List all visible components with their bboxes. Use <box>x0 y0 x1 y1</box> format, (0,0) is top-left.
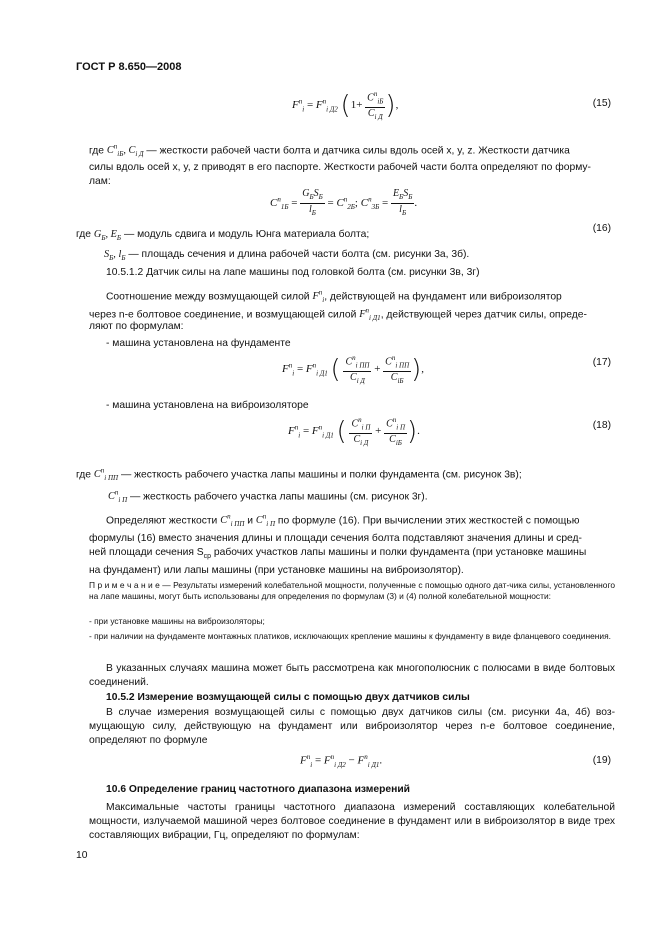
equation-17: $F^n_i = F^n_{i Д1}$ ( $\frac{C^n_{i ПП}}{C_{i Д}}$ + $\frac{C^n_{i ПП}}{C_{iБ}}$ ), <box>282 354 425 386</box>
legend-g-e: где $G_Б$, $E_Б$ — модуль сдвига и модуль Юнга материала болта; <box>76 229 370 243</box>
paragraph-frequency-range: Максимальные частоты границы частотного диапазона измерений составляющих колебательной мощности, излучаемой машиной через болтовое соединение в фундамент или в виброизолятор в виде трех составляющих вибрации, Гц, определяют по формулам: <box>89 802 615 841</box>
legend-c-ipp: где $C^n_{i ПП}$ — жесткость рабочего участка лапы машины и полки фундамента (см. рисунок 3в); <box>76 467 522 483</box>
page-number: 10 <box>76 850 88 861</box>
paragraph-determine-stiffness: Определяют жесткости $C^n_{i ПП}$ и $C^n_{i П}$ по формуле (16). При вычислении этих жесткостей с помощью <box>106 513 580 529</box>
note-bullet-2: - при наличии на фундаменте монтажных платиков, исключающих крепление машины к фундаменту в виде фланцевого соединения. <box>89 631 611 641</box>
legend-c-ip: $C^n_{i П}$ — жесткость рабочего участка лапы машины (см. рисунок 3г). <box>108 489 428 505</box>
equation-19: $F^n_i = F^n_{i Д2} - F^n_{i Д1}$. <box>300 753 383 769</box>
equation-number-18: (18) <box>592 420 611 431</box>
note-block: П р и м е ч а н и е — Результаты измерений колебательной мощности, полученные с помощью одного дат-чика силы, установленного на лапе машины, могут быть использованы для определения по формулам (3) и (4) полной колебательной мощности: <box>89 580 615 601</box>
legend-s-l: $S_Б$, $l_Б$ — площадь сечения и длина рабочей части болта (см. рисунки 3а, 3б). <box>104 249 470 263</box>
section-10-5-2: 10.5.2 Измерение возмущающей силы с помощью двух датчиков силы <box>106 692 470 703</box>
case-vibroisolator: - машина установлена на виброизоляторе <box>106 400 309 411</box>
equation-18: $F^n_i = F^n_{i Д1}$ ( $\frac{C^n_{i П}}{C_{i Д}}$ + $\frac{C^n_{i П}}{C_{iБ}}$ ). <box>288 416 420 448</box>
equation-number-19: (19) <box>592 755 611 766</box>
paragraph-determine-stiffness-2: формулы (16) вместо значения длины и площади сечения болта подставляют значения длины и сред- ней площади сечения $S_{ср}$ рабочих участков лапы машины и полки фундамента (при установке машины на фундамент) или лапы машины (при установке машины на виброизолятор). <box>89 533 587 577</box>
equation-15: $F^n_i = F^n_{i Д2}$ (1+ $\frac{C^n_{iБ}}{C_{i Д}}$ ), <box>292 90 399 122</box>
equation-number-15: (15) <box>592 98 611 109</box>
paragraph-two-sensors: В случае измерения возмущающей силы с помощью двух датчиков силы (см. рисунки 4а, 4б) воз-мущающую силу, действующую на фундамент или виброизолятор через n-е болтовое соединение, определяют по формуле <box>89 707 615 746</box>
case-foundation: - машина установлена на фундаменте <box>106 338 291 349</box>
paragraph-force-relation: Соотношение между возмущающей силой $F^n_i$, действующей на фундамент или виброизолятор <box>106 289 562 305</box>
equation-16: $C^n_{1Б}$ = $\frac{G_БS_Б}{l_Б}$ = $C^n_{2Б}$; $C^n_{3Б}$ = $\frac{E_БS_Б}{l_Б}$ . <box>270 188 418 217</box>
section-10-5-1-2: 10.5.1.2 Датчик силы на лапе машины под головкой болта (см. рисунки 3в, 3г) <box>106 267 480 278</box>
paragraph-force-relation-2: через n-е болтовое соединение, и возмущающей силой $F^n_{i Д1}$, действующей через датчик силы, опреде- <box>89 307 587 323</box>
equation-number-17: (17) <box>592 357 611 368</box>
equation-number-16: (16) <box>592 223 611 234</box>
paragraph-stiffness-definition: где $C^n_{iБ}$, $C_{i Д}$ — жесткости рабочей части болта и датчика силы вдоль осей x, y, z. Жесткости датчика силы вдоль осей x, y, z приводят в его паспорте. Жесткости рабочей части болта определяют по форму- лам: <box>89 143 591 188</box>
section-10-6: 10.6 Определение границ частотного диапазона измерений <box>106 784 411 795</box>
note-bullet-1: - при установке машины на виброизоляторы; <box>89 616 265 626</box>
paragraph-force-relation-3: ляют по формулам: <box>89 321 184 332</box>
document-code: ГОСТ Р 8.650—2008 <box>76 61 182 73</box>
paragraph-multipole: В указанных случаях машина может быть рассмотрена как многополюсник с полюсами в виде болтовых соединений. <box>89 663 615 688</box>
